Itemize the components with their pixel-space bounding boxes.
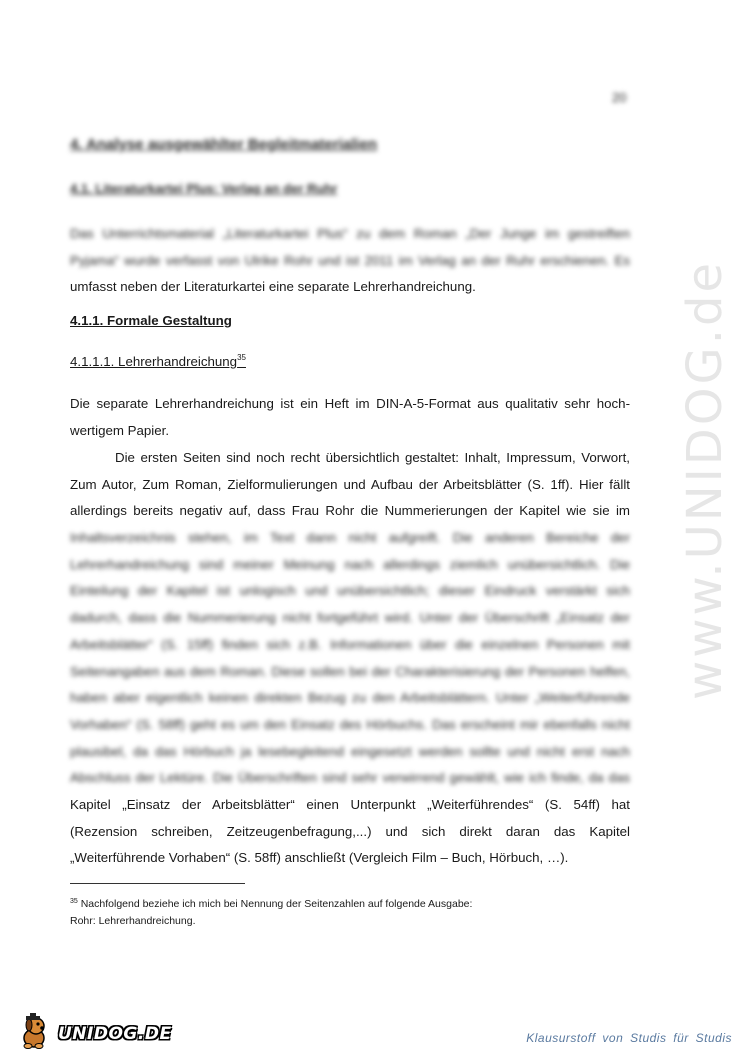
text-line: allerdings bereits negativ auf, dass Frau Rohr die Nummerierungen der Kapitel wie sie im	[70, 503, 630, 519]
watermark: www.UNIDOG.de	[677, 259, 733, 701]
tagline: Klausurstoff von Studis für Studis	[526, 1031, 732, 1045]
section-heading: 4. Analyse ausgewählter Begleitmaterialien	[70, 136, 378, 153]
footnote	[70, 893, 472, 930]
footnote-text: Nachfolgend beziehe ich mich bei Nennung der Seitenzahlen auf folgende Ausgabe:	[80, 898, 473, 910]
footnote-number: 35	[70, 898, 78, 905]
blurred-line: Abschluss der Lektüre. Die Überschriften sind sehr verwirrend gewählt, wie ich finde, da das	[70, 770, 630, 786]
page-number: 20	[612, 90, 627, 105]
blurred-line: Inhaltsverzeichnis stehen, im Text dann nicht aufgreift. Die anderen Bereiche der	[70, 530, 630, 546]
text-line: Die separate Lehrerhandreichung ist ein Heft im DIN-A-5-Format aus qualitativ sehr hoch-	[70, 396, 630, 411]
blurred-line: dadurch, dass die Nummerierung nicht fortgeführt wird. Unter der Überschrift „Einsatz der	[70, 610, 630, 626]
text-line: Die ersten Seiten sind noch recht übersichtlich gestaltet: Inhalt, Impressum, Vorwort,	[115, 450, 630, 465]
blurred-line: Arbeitsblätter“ (S. 15ff) finden sich z.B. Informationen über die einzelnen Personen mit	[70, 636, 630, 652]
intro-paragraph	[70, 221, 630, 301]
blurred-line: Vorhaben“ (S. 58ff) geht es um den Einsatz des Hörbuchs. Das erscheint mir ebenfalls nicht	[70, 716, 630, 732]
subsubsection-heading: 4.1.1. Formale Gestaltung	[70, 313, 232, 328]
heft-paragraph	[70, 391, 630, 444]
main-paragraph	[70, 445, 630, 872]
text-line: Das Unterrichtsmaterial „Literaturkartei Plus“ zu dem Roman „Der Junge im gestreiften	[70, 226, 630, 241]
footnote-divider	[70, 883, 245, 884]
paragraph-heading-text: 4.1.1.1. Lehrerhandreichung	[70, 354, 238, 369]
footnote-line: Rohr: Lehrerhandreichung.	[70, 915, 196, 927]
blurred-line: Lehrerhandreichung sind meiner Meinung nach allerdings ziemlich unübersichtlich. Die	[70, 556, 630, 572]
footnote-ref: 35	[237, 353, 246, 362]
blurred-line: Seitenangaben aus dem Roman. Diese sollen bei der Charakterisierung der Personen helfen,	[70, 663, 630, 679]
unidog-logo	[20, 1012, 172, 1052]
text-line: (Rezension schreiben, Zeitzeugenbefragung,...) und sich direkt daran das Kapitel	[70, 823, 630, 839]
subsection-heading: 4.1. Literaturkartei Plus: Verlag an der Ruhr	[70, 181, 338, 196]
blurred-line: plausibel, da das Hörbuch ja lesebegleitend eingesetzt werden sollte und nicht erst nach	[70, 743, 630, 759]
paragraph-heading	[70, 353, 246, 369]
text-line: Zum Autor, Zum Roman, Zielformulierungen und Aufbau der Arbeitsblätter (S. 1ff). Hier fällt	[70, 476, 630, 492]
text-line: umfasst neben der Literaturkartei eine separate Lehrerhandreichung.	[70, 279, 476, 295]
text-line: Pyjama“ wurde verfasst von Ulrike Rohr und ist 2011 im Verlag an der Ruhr erschienen. Es	[70, 252, 630, 268]
dog-mascot-icon	[20, 1012, 60, 1052]
footnote-line	[70, 893, 472, 913]
logo-text: UNIDOG.DE	[58, 1024, 172, 1044]
blurred-line: Einteilung der Kapitel ist unlogisch und unübersichtlich; dieser Eindruck verstärkt sich	[70, 583, 630, 599]
text-line: wertigem Papier.	[70, 422, 170, 438]
blurred-line: haben aber eigentlich keinen direkten Bezug zu den Arbeitsblättern. Unter „Weiterführende	[70, 690, 630, 706]
text-line: Kapitel „Einsatz der Arbeitsblätter“ einen Unterpunkt „Weiterführendes“ (S. 54ff) hat	[70, 796, 630, 812]
text-line: „Weiterführende Vorhaben“ (S. 58ff) anschließt (Vergleich Film – Buch, Hörbuch, …).	[70, 850, 569, 866]
